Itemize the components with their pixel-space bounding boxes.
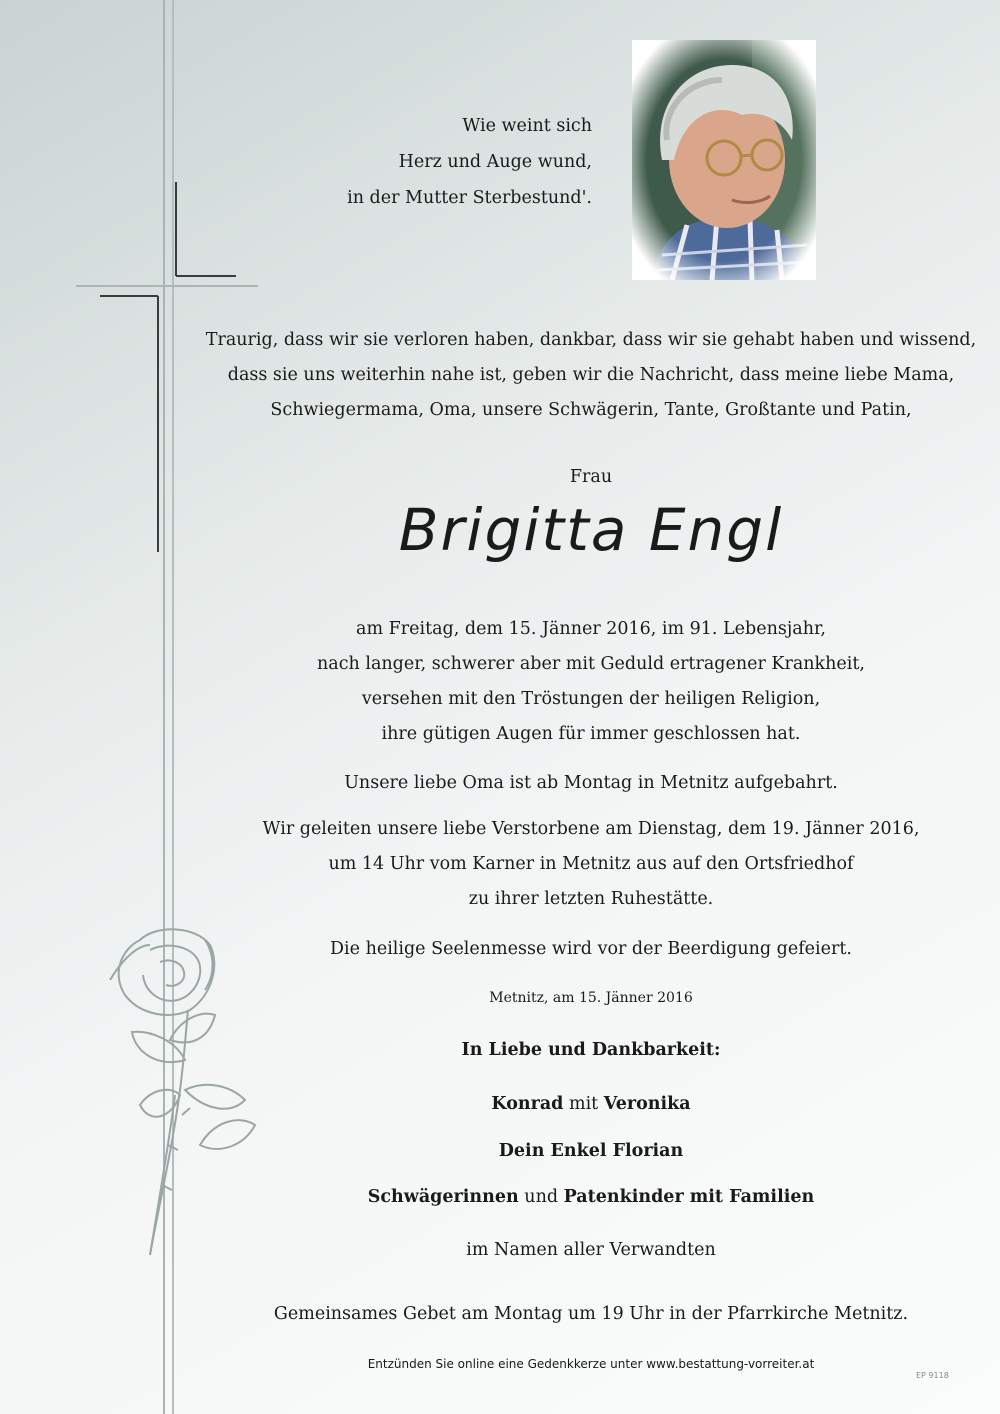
poem <box>347 108 592 216</box>
funeral-line: zu ihrer letzten Ruhestätte. <box>468 889 714 909</box>
death-notice <box>180 612 1000 752</box>
footer-website-note: Entzünden Sie online eine Gedenkkerze unter www.bestattung-vorreiter.at <box>367 1357 815 1371</box>
mourner-line: im Namen aller Verwandten <box>466 1240 716 1260</box>
mourner-line: Schwägerinnen und Patenkinder mit Familien <box>367 1187 815 1207</box>
mourners-heading: In Liebe und Dankbarkeit: <box>461 1040 721 1060</box>
portrait-photo <box>632 40 816 280</box>
laid-out-notice: Unsere liebe Oma ist ab Montag in Metnitz aufgebahrt. <box>344 773 838 793</box>
mourner-line: Konrad mit Veronika <box>491 1094 691 1114</box>
intro-line: Schwiegermama, Oma, unsere Schwägerin, Tante, Großtante und Patin, <box>270 400 912 420</box>
funeral-line: um 14 Uhr vom Karner in Metnitz aus auf den Ortsfriedhof <box>328 854 854 874</box>
intro-line: dass sie uns weiterhin nahe ist, geben wir die Nachricht, dass meine liebe Mama, <box>227 365 955 385</box>
poem-line: Herz und Auge wund, <box>398 152 592 172</box>
template-code: EP 9118 <box>916 1371 949 1380</box>
funeral-line: Wir geleiten unsere liebe Verstorbene am Dienstag, dem 19. Jänner 2016, <box>262 819 920 839</box>
death-line: nach langer, schwerer aber mit Geduld ertragener Krankheit, <box>317 654 865 674</box>
intro-line: Traurig, dass wir sie verloren haben, dankbar, dass wir sie gehabt haben und wissend, <box>205 330 977 350</box>
death-line: am Freitag, dem 15. Jänner 2016, im 91. Lebensjahr, <box>356 619 826 639</box>
poem-line: in der Mutter Sterbestund'. <box>347 188 592 208</box>
mass-notice: Die heilige Seelenmesse wird vor der Beerdigung gefeiert. <box>330 939 852 959</box>
salutation: Frau <box>569 467 613 487</box>
death-line: versehen mit den Tröstungen der heiligen Religion, <box>361 689 821 709</box>
intro-text <box>180 323 1000 428</box>
poem-line: Wie weint sich <box>462 116 592 136</box>
mourner-line: Dein Enkel Florian <box>498 1141 684 1161</box>
death-line: ihre gütigen Augen für immer geschlossen hat. <box>381 724 801 744</box>
funeral-notice <box>180 812 1000 917</box>
deceased-name: Brigitta Engl <box>398 496 784 564</box>
place-date: Metnitz, am 15. Jänner 2016 <box>489 990 693 1006</box>
prayer-notice: Gemeinsames Gebet am Montag um 19 Uhr in der Pfarrkirche Metnitz. <box>273 1304 909 1324</box>
